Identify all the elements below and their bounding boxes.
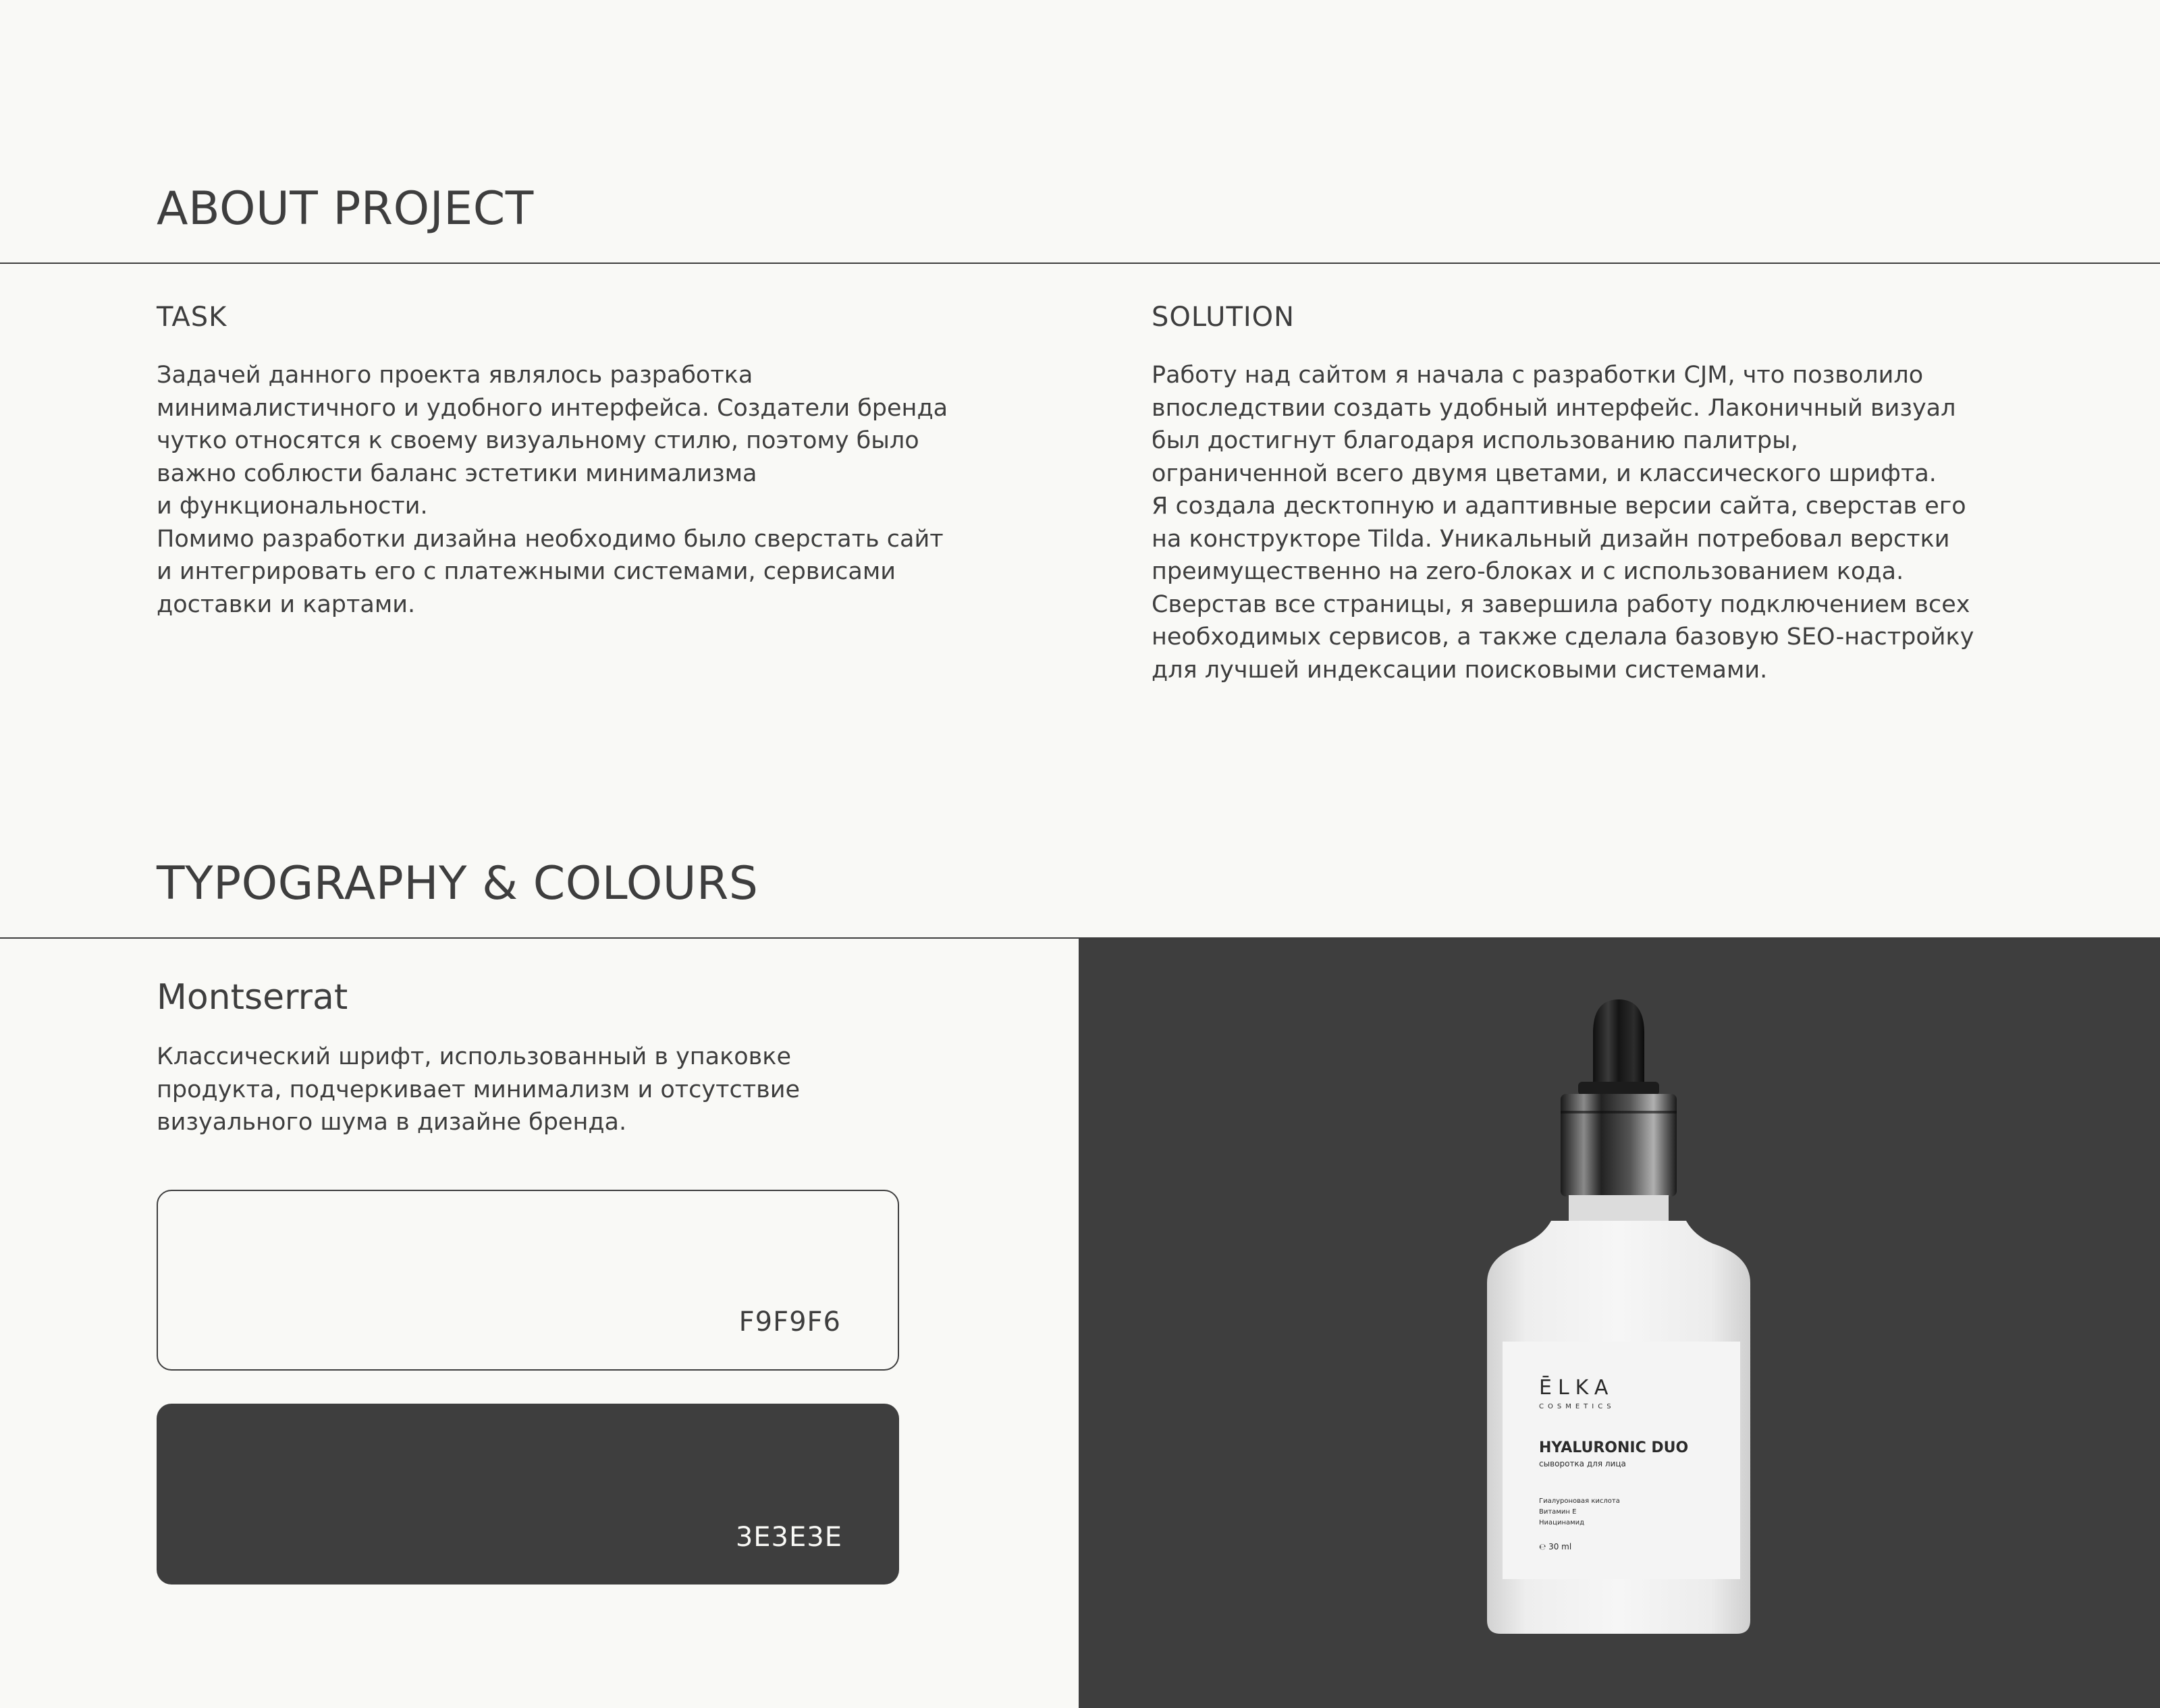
color-code-light: F9F9F6 bbox=[738, 1306, 841, 1338]
product-panel bbox=[1079, 939, 2160, 1708]
product-ingredient: Витамин Е bbox=[1539, 1508, 1577, 1516]
typography-title: TYPOGRAPHY & COLOURS bbox=[157, 857, 759, 910]
task-line: Помимо разработки дизайна необходимо было сверстать сайт bbox=[157, 525, 944, 553]
about-divider bbox=[0, 263, 2160, 264]
solution-text bbox=[1152, 359, 2097, 686]
solution-heading: SOLUTION bbox=[1152, 302, 1295, 333]
solution-line: преимущественно на zero-блоках и с использованием кода. bbox=[1152, 558, 1904, 585]
task-line: Задачей данного проекта являлось разработка bbox=[157, 362, 753, 389]
product-brand-sub: COSMETICS bbox=[1539, 1403, 1615, 1410]
solution-line: для лучшей индексации поисковыми системами. bbox=[1152, 656, 1768, 684]
color-swatch-dark bbox=[157, 1404, 899, 1585]
task-line: чутко относятся к своему визуальному стилю, поэтому было bbox=[157, 427, 919, 454]
product-name: HYALURONIC DUO bbox=[1539, 1439, 1689, 1456]
font-description bbox=[157, 1041, 1034, 1139]
product-ingredients bbox=[1539, 1496, 1620, 1528]
task-line: минималистичного и удобного интерфейса. Создатели бренда bbox=[157, 394, 948, 422]
color-code-dark: 3E3E3E bbox=[735, 1522, 842, 1553]
product-volume: ℮ 30 ml bbox=[1539, 1542, 1572, 1551]
product-ingredient: Гиалуроновая кислота bbox=[1539, 1497, 1620, 1505]
task-text bbox=[157, 359, 1034, 621]
solution-line: необходимых сервисов, а также сделала базовую SEO-настройку bbox=[1152, 624, 1974, 651]
font-description-line: визуального шума в дизайне бренда. bbox=[157, 1109, 627, 1136]
solution-line: Сверстав все страницы, я завершила работу подключением всех bbox=[1152, 590, 1970, 618]
serum-bottle-image bbox=[1079, 939, 2160, 1708]
product-subtitle: сыворотка для лица bbox=[1539, 1459, 1626, 1468]
solution-line: был достигнут благодаря использованию палитры, bbox=[1152, 427, 1798, 454]
font-description-line: Классический шрифт, использованный в упаковке bbox=[157, 1043, 791, 1070]
solution-line: на конструкторе Tilda. Уникальный дизайн потребовал верстки bbox=[1152, 525, 1950, 553]
solution-line: Работу над сайтом я начала с разработки CJM, что позволило bbox=[1152, 362, 1924, 389]
about-title: ABOUT PROJECT bbox=[157, 182, 534, 236]
task-line: доставки и картами. bbox=[157, 590, 416, 618]
color-swatch-light bbox=[157, 1190, 899, 1371]
product-ingredient: Ниацинамид bbox=[1539, 1519, 1585, 1526]
solution-line: впоследствии создать удобный интерфейс. Лаконичный визуал bbox=[1152, 394, 1956, 422]
solution-line: Я создала десктопную и адаптивные версии сайта, сверстав его bbox=[1152, 493, 1966, 520]
font-description-line: продукта, подчеркивает минимализм и отсутствие bbox=[157, 1076, 801, 1103]
task-line: и функциональности. bbox=[157, 493, 428, 520]
task-line: и интегрировать его с платежными системами, сервисами bbox=[157, 558, 896, 585]
task-heading: TASK bbox=[157, 302, 227, 333]
product-brand: ĒLKA bbox=[1539, 1376, 1615, 1400]
font-name: Montserrat bbox=[157, 977, 348, 1018]
solution-line: ограниченной всего двумя цветами, и классического шрифта. bbox=[1152, 460, 1937, 487]
task-line: важно соблюсти баланс эстетики минимализма bbox=[157, 460, 757, 487]
